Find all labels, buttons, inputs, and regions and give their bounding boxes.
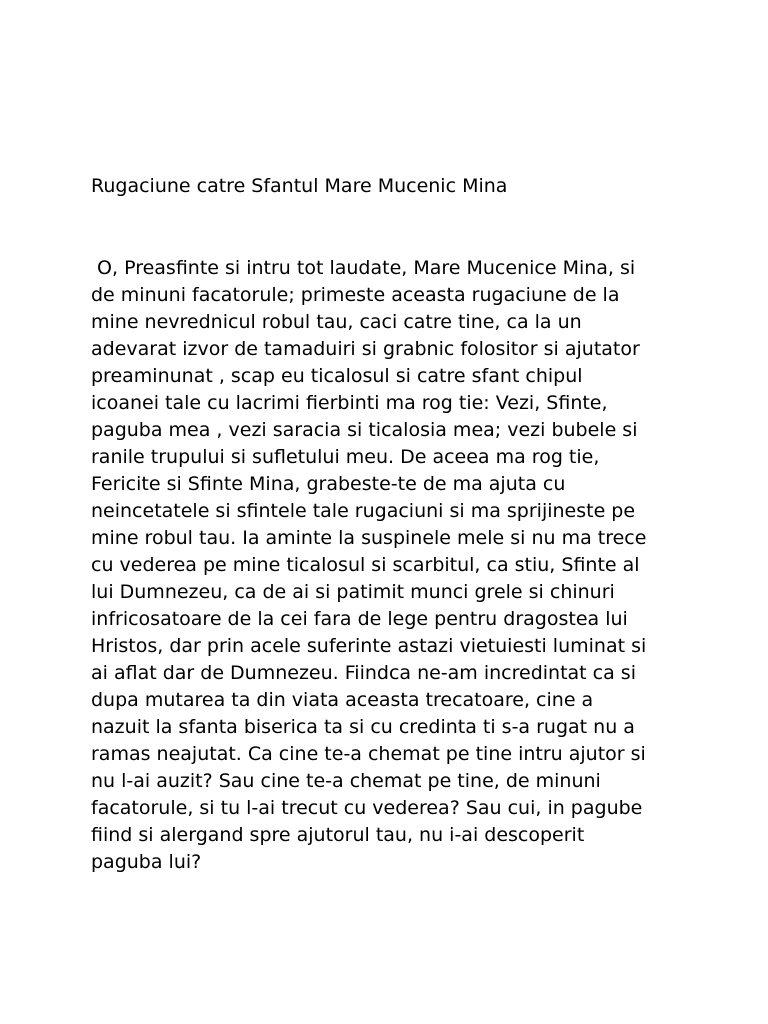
prayer-line: O, Preasfinte si intru tot laudate, Mare Mucenice Mina, si	[91, 257, 636, 279]
prayer-line: adevarat izvor de tamaduiri si grabnic folositor si ajutator	[91, 338, 640, 360]
prayer-line: icoanei tale cu lacrimi fierbinti ma rog tie: Vezi, Sfinte,	[91, 392, 608, 414]
document-title: Rugaciune catre Sfantul Mare Mucenic Mina	[91, 175, 508, 197]
prayer-line: paguba mea , vezi saracia si ticalosia mea; vezi bubele si	[91, 419, 638, 441]
prayer-line: neincetatele si sfintele tale rugaciuni si ma sprijineste pe	[91, 500, 636, 522]
prayer-line: paguba lui?	[91, 851, 202, 873]
prayer-line: Hristos, dar prin acele suferinte astazi vietuiesti luminat si	[91, 635, 647, 657]
prayer-line: dupa mutarea ta din viata aceasta trecatoare, cine a	[91, 689, 594, 711]
prayer-line: infricosatoare de la cei fara de lege pentru dragostea lui	[91, 608, 628, 630]
prayer-line: preaminunat , scap eu ticalosul si catre sfant chipul	[91, 365, 583, 387]
prayer-line: lui Dumnezeu, ca de ai si patimit munci grele si chinuri	[91, 581, 615, 603]
prayer-line: facatorule, si tu l-ai trecut cu vederea? Sau cui, in pagube	[91, 797, 643, 819]
prayer-line: ranile trupului si sufletului meu. De aceea ma rog tie,	[91, 446, 600, 468]
prayer-body	[91, 255, 711, 876]
prayer-line: nazuit la sfanta biserica ta si cu credinta ti s-a rugat nu a	[91, 716, 635, 738]
prayer-line: mine robul tau. Ia aminte la suspinele mele si nu ma trece	[91, 527, 647, 549]
prayer-line: Fericite si Sfinte Mina, grabeste-te de ma ajuta cu	[91, 473, 566, 495]
prayer-line: ai aflat dar de Dumnezeu. Fiindca ne-am incredintat ca si	[91, 662, 636, 684]
prayer-line: de minuni facatorule; primeste aceasta rugaciune de la	[91, 284, 620, 306]
prayer-line: mine nevrednicul robul tau, caci catre tine, ca la un	[91, 311, 582, 333]
prayer-line: nu l-ai auzit? Sau cine te-a chemat pe tine, de minuni	[91, 770, 601, 792]
prayer-line: fiind si alergand spre ajutorul tau, nu i-ai descoperit	[91, 824, 585, 846]
prayer-line: cu vederea pe mine ticalosul si scarbitul, ca stiu, Sfinte al	[91, 554, 640, 576]
prayer-line: ramas neajutat. Ca cine te-a chemat pe tine intru ajutor si	[91, 743, 646, 765]
